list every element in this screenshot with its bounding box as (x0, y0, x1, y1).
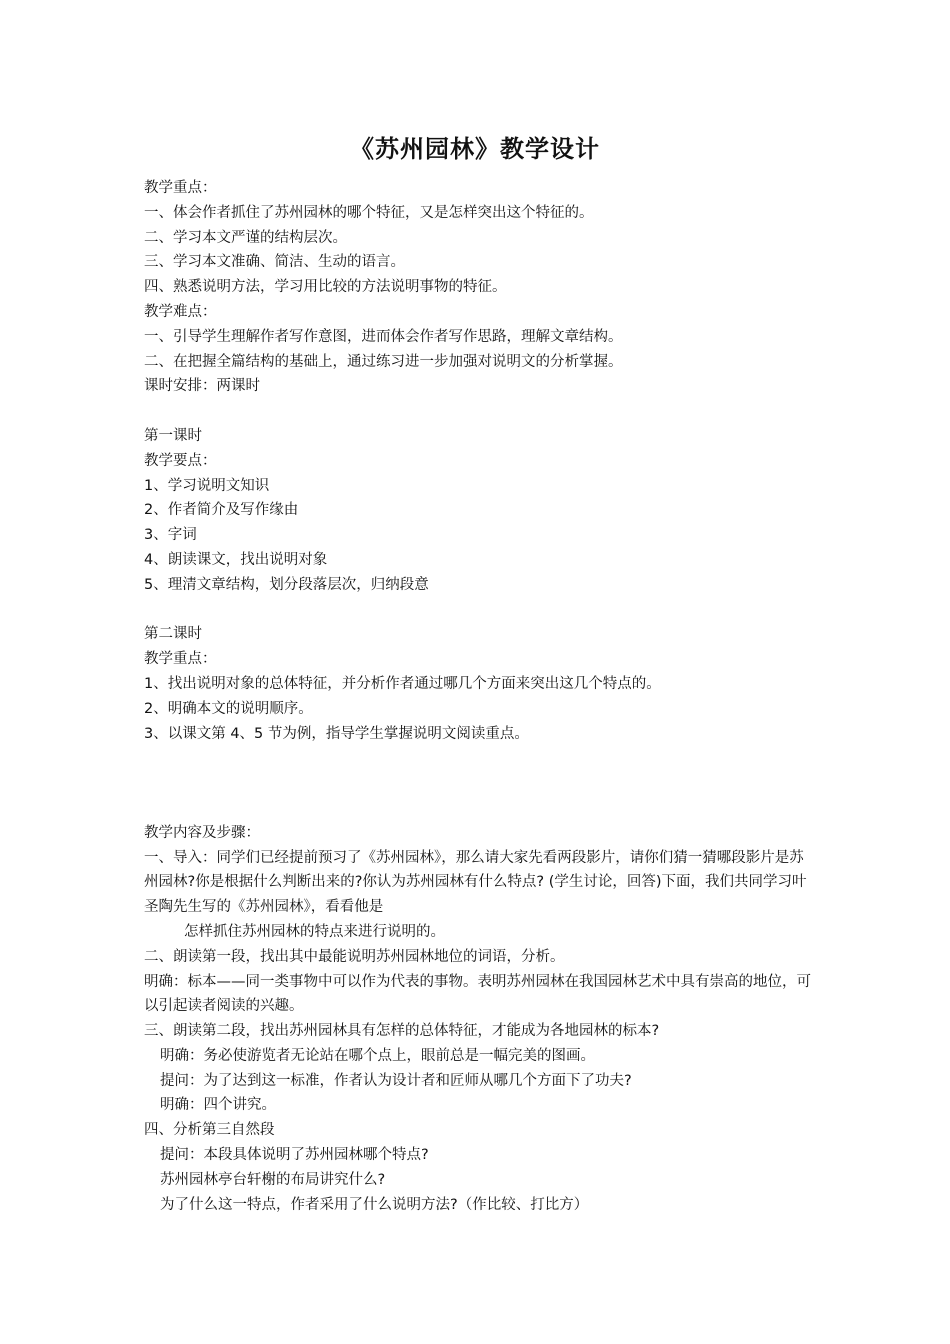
lesson2-item: 3、以课文第 4、5 节为例，指导学生掌握说明文阅读重点。 (144, 725, 529, 742)
lesson1-item: 1、学习说明文知识 (144, 477, 270, 494)
steps-heading: 教学内容及步骤： (144, 824, 260, 841)
focus-heading: 教学重点： (144, 180, 217, 196)
lesson2-heading: 第二课时 (144, 626, 202, 643)
document-title: 《苏州园林》教学设计 (350, 135, 600, 163)
lesson1-heading: 第一课时 (144, 427, 202, 444)
schedule-text: 课时安排：两课时 (144, 378, 260, 395)
step-three-answer: 明确：务必使游览者无论站在哪个点上，眼前总是一幅完美的图画。 (160, 1047, 595, 1064)
step-four-question: 提问：本段具体说明了苏州园林哪个特点? (160, 1147, 429, 1164)
document-body (144, 176, 814, 1217)
spacer (144, 746, 814, 820)
spacer (144, 598, 814, 623)
step-intro-continued: 怎样抓住苏州园林的特点来进行说明的。 (184, 923, 445, 940)
focus-item: 二、学习本文严谨的结构层次。 (144, 229, 347, 246)
step-three-question: 提问：为了达到这一标准，作者认为设计者和匠师从哪几个方面下了功夫? (160, 1072, 632, 1089)
step-four-question: 苏州园林亭台轩榭的布局讲究什么? (160, 1171, 386, 1188)
lesson2-item: 2、明确本文的说明顺序。 (144, 700, 313, 717)
step-three-answer: 明确：四个讲究。 (160, 1097, 276, 1114)
lesson1-subheading: 教学要点： (144, 452, 217, 469)
step-intro: 一、导入：同学们已经提前预习了《苏州园林》，那么请大家先看两段影片，请你们猜一猜哪段影片是苏州园林?你是根据什么判断出来的?你认为苏州园林有什么特点? (学生讨论，回答)下面，我们共同学习叶圣陶先生写的《苏州园林》，看看他是 (144, 849, 807, 916)
difficulty-item: 一、引导学生理解作者写作意图，进而体会作者写作思路，理解文章结构。 (144, 328, 623, 345)
step-two-answer: 明确：标本——同一类事物中可以作为代表的事物。表明苏州园林在我国园林艺术中具有崇高的地位，可以引起读者阅读的兴趣。 (144, 973, 811, 1015)
lesson1-item: 2、作者简介及写作缘由 (144, 502, 299, 519)
lesson1-item: 5、理清文章结构，划分段落层次，归纳段意 (144, 576, 429, 593)
focus-item: 一、体会作者抓住了苏州园林的哪个特征，又是怎样突出这个特征的。 (144, 204, 594, 221)
step-three: 三、朗读第二段，找出苏州园林具有怎样的总体特征，才能成为各地园林的标本? (144, 1023, 660, 1040)
lesson2-item: 1、找出说明对象的总体特征，并分析作者通过哪几个方面来突出这几个特点的。 (144, 675, 661, 692)
difficulty-heading: 教学难点： (144, 303, 217, 320)
focus-item: 四、熟悉说明方法，学习用比较的方法说明事物的特征。 (144, 279, 507, 296)
difficulty-item: 二、在把握全篇结构的基础上，通过练习进一步加强对说明文的分析掌握。 (144, 353, 623, 370)
step-four-question: 为了什么这一特点，作者采用了什么说明方法?（作比较、打比方） (160, 1196, 589, 1213)
lesson2-subheading: 教学重点： (144, 651, 217, 668)
step-two: 二、朗读第一段，找出其中最能说明苏州园林地位的词语，分析。 (144, 948, 565, 965)
spacer (144, 399, 814, 424)
focus-item: 三、学习本文准确、简洁、生动的语言。 (144, 254, 405, 271)
step-four: 四、分析第三自然段 (144, 1122, 275, 1139)
lesson1-item: 4、朗读课文，找出说明对象 (144, 551, 328, 568)
lesson1-item: 3、字词 (144, 527, 197, 544)
